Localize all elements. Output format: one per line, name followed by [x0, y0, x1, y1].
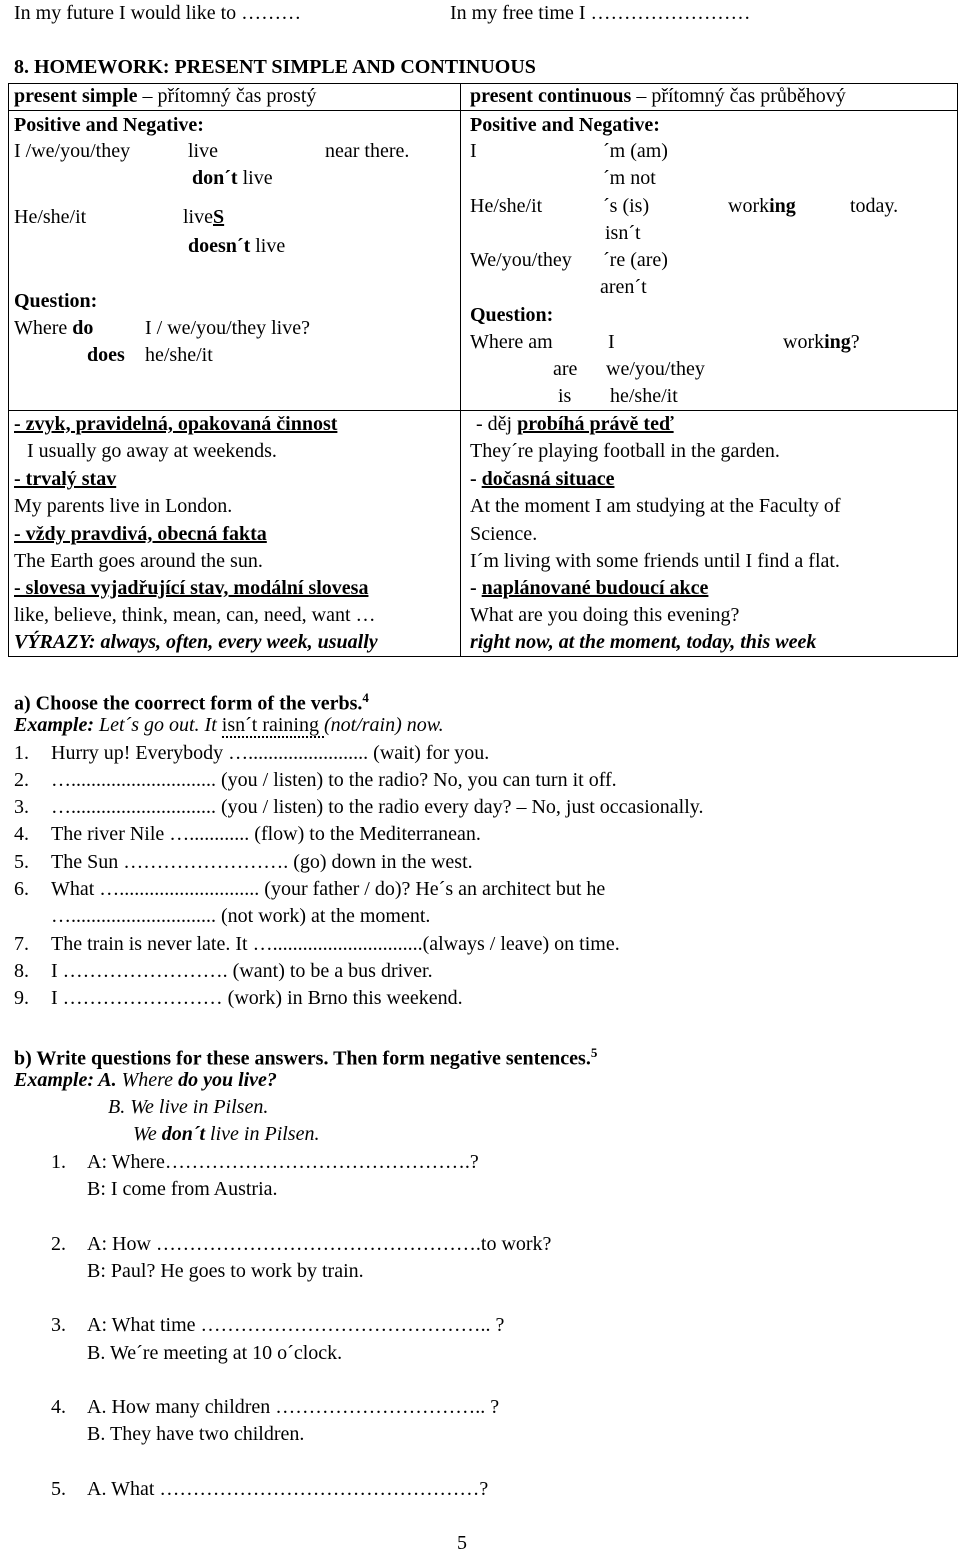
right-arent: aren´t — [600, 276, 647, 298]
answer-line: B: Paul? He goes to work by train. — [87, 1260, 364, 1282]
list-item-number: 2. — [51, 1233, 66, 1255]
use-prefix: - děj — [476, 413, 518, 435]
right-re-are: ´re (are) — [603, 249, 668, 271]
exercise-b-example-a — [14, 1067, 277, 1093]
neg-post: live in Pilsen. — [205, 1123, 320, 1145]
right-use-future — [470, 575, 708, 601]
left-question-label: Question: — [14, 290, 98, 312]
left-near-there: near there. — [325, 140, 410, 162]
list-item-number: 3. — [14, 796, 29, 818]
table-header-divider — [8, 110, 958, 111]
left-use-permanent: - trvalý stav — [14, 468, 117, 490]
title-text: b) Write questions for these answers. Then form negative sentences. — [14, 1047, 591, 1070]
example-text-end: (not/rain) now. — [324, 714, 444, 736]
table-border-left — [8, 83, 9, 657]
left-use-habit: - zvyk, pravidelná, opakovaná činnost — [14, 413, 338, 435]
list-item: The river Nile …............ (flow) to the Mediterranean. — [51, 823, 481, 845]
right-question-label: Question: — [470, 304, 554, 326]
answer-line: B: I come from Austria. — [87, 1178, 278, 1200]
question-mark: ? — [850, 331, 860, 353]
list-item-number: 8. — [14, 960, 29, 982]
right-posneg-label: Positive and Negative: — [470, 114, 660, 136]
left-posneg-label: Positive and Negative: — [14, 114, 204, 136]
left-subject-singular: He/she/it — [14, 206, 87, 228]
use-underlined: naplánované budoucí akce — [481, 577, 709, 599]
table-border-right — [957, 83, 958, 657]
table-border-bottom — [8, 656, 958, 657]
section-title: 8. HOMEWORK: PRESENT SIMPLE AND CONTINUOUS — [14, 56, 536, 78]
right-m-not: ´m not — [603, 167, 656, 189]
right-isnt: isn´t — [605, 222, 641, 244]
list-item-number: 2. — [14, 769, 29, 791]
left-example-permanent: My parents live in London. — [14, 495, 233, 517]
left-use-facts: - vždy pravdivá, obecná fakta — [14, 523, 267, 545]
example-label: Example: — [14, 714, 94, 736]
future-line: In my future I would like to ……… — [14, 2, 302, 24]
right-example-temporary-c: I´m living with some friends until I find a flat. — [470, 550, 840, 572]
example-question-bold: do you live? — [178, 1069, 277, 1091]
neg-pre: We — [133, 1123, 162, 1145]
question-line: A. What …………………………………………? — [87, 1478, 489, 1500]
left-expressions: VÝRAZY: always, often, every week, usually — [14, 631, 378, 653]
list-item-number: 4. — [51, 1396, 66, 1418]
left-verb-live: live — [188, 140, 218, 162]
question-line: A. How many children ………………………….. ? — [87, 1396, 500, 1418]
right-question-is: is — [558, 385, 572, 407]
right-question-is-subject: he/she/it — [610, 385, 678, 407]
ing-suffix: ing — [769, 195, 796, 217]
right-question-working — [783, 329, 860, 355]
left-negative-doesnt — [188, 233, 285, 259]
list-item-number: 3. — [51, 1314, 66, 1336]
list-item-number: 6. — [14, 878, 29, 900]
present-simple-header — [14, 83, 316, 109]
freetime-line: In my free time I …………………… — [450, 2, 751, 24]
right-question-are: are — [553, 358, 578, 380]
list-item: What …............................ (your father / do)? He´s an architect but he — [51, 878, 606, 900]
example-label: Example: A. — [14, 1069, 117, 1091]
list-item-number: 5. — [14, 851, 29, 873]
answer-line: B. We´re meeting at 10 o´clock. — [87, 1342, 343, 1364]
list-item-number: 7. — [14, 933, 29, 955]
left-example-habit: I usually go away at weekends. — [27, 440, 277, 462]
right-example-temporary-a: At the moment I am studying at the Faculty of — [470, 495, 841, 517]
right-example-temporary-b: Science. — [470, 523, 538, 545]
list-item: …............................. (you / listen) to the radio? No, you can turn it off. — [51, 769, 617, 791]
right-subject-i: I — [470, 140, 477, 162]
verb-s-suffix: S — [213, 206, 225, 228]
left-verb-lives — [183, 204, 224, 230]
exercise-a-example — [14, 712, 444, 738]
right-use-temporary — [470, 466, 614, 492]
table-column-divider — [460, 83, 461, 657]
left-negative-dont — [192, 165, 273, 191]
neg-rest: live — [237, 167, 273, 189]
left-question-does: does — [87, 344, 125, 366]
list-item: The train is never late. It …..............................(always / leave) on time. — [51, 933, 620, 955]
neg-bold: don´t — [161, 1123, 206, 1145]
list-item: I ……………………. (want) to be a bus driver. — [51, 960, 433, 982]
right-example-now: They´re playing football in the garden. — [470, 440, 780, 462]
left-example-state-verbs: like, believe, think, mean, can, need, want … — [14, 604, 376, 626]
right-subject-plural: We/you/they — [470, 249, 572, 271]
list-item: I …………………… (work) in Brno this weekend. — [51, 987, 463, 1009]
right-working — [728, 193, 796, 219]
right-m-am: ´m (am) — [603, 140, 668, 162]
neg-word: don´t — [192, 167, 238, 189]
footnote-ref: 5 — [590, 1045, 598, 1060]
question-line: A: What time …………………………………….. ? — [87, 1314, 505, 1336]
right-use-now — [476, 411, 674, 437]
right-question-are-subject: we/you/they — [606, 358, 705, 380]
right-s-is: ´s (is) — [603, 195, 650, 217]
do-word: do — [72, 317, 94, 339]
use-underlined: probíhá právě teď — [517, 413, 674, 435]
question-line: A: How ………………………………………….to work? — [87, 1233, 552, 1255]
list-item-number: 1. — [51, 1151, 66, 1173]
use-underlined: dočasná situace — [481, 468, 615, 490]
right-today: today. — [850, 195, 899, 217]
left-use-state-verbs: - slovesa vyjadřující stav, modální slovesa — [14, 577, 369, 599]
left-question-where — [14, 315, 93, 341]
left-subject-plural: I /we/you/they — [14, 140, 131, 162]
neg-rest: live — [250, 235, 286, 257]
header-bold: present continuous — [470, 85, 632, 107]
left-question-subject: I / we/you/they live? — [145, 317, 310, 339]
list-item-number: 1. — [14, 742, 29, 764]
use-prefix: - — [470, 468, 482, 490]
example-answer: isn´t raining — [221, 714, 324, 736]
list-item: …............................. (you / listen) to the radio every day? – No, just occasionally. — [51, 796, 704, 818]
right-question-i: I — [608, 331, 615, 353]
header-bold: present simple — [14, 85, 138, 107]
left-question-heshe: he/she/it — [145, 344, 213, 366]
present-continuous-header — [470, 83, 846, 109]
exercise-b-example-b: B. We live in Pilsen. — [108, 1096, 269, 1118]
work-base: work — [783, 331, 825, 353]
neg-word: doesn´t — [188, 235, 251, 257]
use-prefix: - — [470, 577, 482, 599]
right-subject-heshe: He/she/it — [470, 195, 543, 217]
list-item-number: 4. — [14, 823, 29, 845]
example-question: Where — [116, 1069, 179, 1091]
list-item-number: 5. — [51, 1478, 66, 1500]
page-number: 5 — [457, 1532, 467, 1554]
answer-line: B. They have two children. — [87, 1423, 305, 1445]
left-example-facts: The Earth goes around the sun. — [14, 550, 263, 572]
right-question-where-am: Where am — [470, 331, 553, 353]
list-item-number: 9. — [14, 987, 29, 1009]
exercise-b-example-negative — [133, 1121, 319, 1147]
question-line: A: Where……………………………………….? — [87, 1151, 479, 1173]
header-rest: – přítomný čas průběhový — [631, 85, 846, 107]
list-item: …............................. (not work) at the moment. — [51, 905, 431, 927]
list-item: Hurry up! Everybody …........................ (wait) for you. — [51, 742, 490, 764]
ing-suffix: ing — [824, 331, 851, 353]
where-word: Where — [14, 317, 73, 339]
example-text: Let´s go out. It — [94, 714, 222, 736]
verb-base: live — [183, 206, 213, 228]
header-rest: – přítomný čas prostý — [137, 85, 317, 107]
right-expressions: right now, at the moment, today, this week — [470, 631, 817, 653]
right-example-future: What are you doing this evening? — [470, 604, 740, 626]
work-base: work — [728, 195, 770, 217]
title-text: a) Choose the coorrect form of the verbs. — [14, 692, 363, 715]
list-item: The Sun ……………………. (go) down in the west. — [51, 851, 473, 873]
footnote-ref: 4 — [362, 690, 369, 705]
